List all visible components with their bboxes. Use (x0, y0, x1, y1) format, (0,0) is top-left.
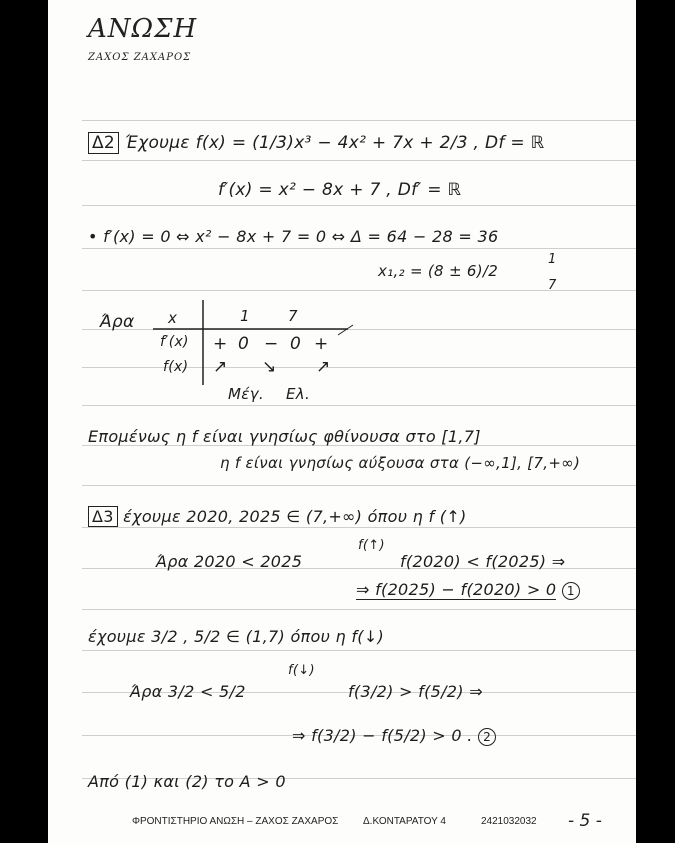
line-ara-fractions: Άρα 3/2 < 5/2 (130, 682, 246, 701)
f-increasing-note-1: f(↑) (358, 538, 385, 553)
table-x-value-7: 7 (288, 307, 298, 325)
ruled-line (82, 609, 636, 610)
root-one: 1 (548, 252, 557, 267)
line-d3-intro (88, 507, 467, 526)
line-ara-2020: Άρα 2020 < 2025 (156, 552, 303, 571)
min-label: Ελ. (286, 385, 311, 403)
ruled-line (82, 527, 636, 528)
line-f-frac-greater: f(3/2) > f(5/2) ⇒ (348, 682, 483, 701)
table-x-value-1: 1 (240, 307, 250, 325)
arrow-up-right: ↗ (316, 357, 331, 377)
circled-2: 2 (478, 728, 496, 746)
ara-label: Άρα (100, 312, 135, 332)
line-roots: • f′(x) = 0 ⇔ x² − 8x + 7 = 0 ⇔ Δ = 64 − 28 = 36 (88, 227, 499, 246)
max-label: Μέγ. (228, 385, 264, 403)
line-final-conclusion: Από (1) και (2) το Α > 0 (88, 772, 286, 791)
line-text: ⇒ f(2025) − f(2020) > 0 (356, 580, 557, 599)
sign-minus: − (264, 334, 279, 354)
zero-mark-7: 0 (290, 334, 302, 354)
table-x-label: x (168, 309, 178, 327)
line-decreasing: Επομένως η f είναι γνησίως φθίνουσα στο [1,7] (88, 427, 481, 446)
table-fprime-label: f′(x) (160, 334, 189, 350)
ruled-line (82, 485, 636, 486)
sign-plus-right: + (314, 334, 329, 354)
zero-mark-1: 0 (238, 334, 250, 354)
logo-subtitle: ΖΑΧΟΣ ΖΑΧΑΡΟΣ (88, 52, 192, 63)
line-f2020-less: f(2020) < f(2025) ⇒ (400, 552, 566, 571)
arrow-down: ↘ (262, 357, 277, 377)
sign-plus-left: + (213, 334, 228, 354)
line-roots-formula: x₁,₂ = (8 ± 6)/2 (378, 262, 499, 280)
root-seven: 7 (548, 278, 557, 293)
sign-table-lines (48, 0, 636, 420)
footer-school: ΦΡΟΝΤΙΣΤΗΡΙΟ ΑΝΩΣΗ – ΖΑΧΟΣ ΖΑΧΑΡΟΣ (132, 816, 339, 827)
line-text: Έχουμε f(x) = (1/3)x³ − 4x² + 7x + 2/3 , Df = ℝ (124, 133, 545, 153)
notebook-page (48, 0, 636, 843)
line-increasing: η f είναι γνησίως αύξουσα στα (−∞,1], [7,+∞) (220, 454, 581, 472)
section-label-d3: Δ3 (88, 506, 118, 527)
line-diff-positive-2 (292, 726, 496, 746)
footer-address: Δ.ΚΟΝΤΑΡΑΤΟΥ 4 (363, 816, 446, 827)
line-diff-positive-1 (356, 580, 580, 600)
page-number: - 5 - (568, 811, 602, 831)
logo-title: ΑΝΩΣΗ (88, 14, 198, 44)
ruled-line (82, 650, 636, 651)
arrow-up-left: ↗ (213, 357, 228, 377)
f-decreasing-note: f(↓) (288, 663, 315, 678)
line-derivative: f′(x) = x² − 8x + 7 , Df′ = ℝ (218, 180, 462, 200)
table-f-label: f(x) (163, 359, 189, 375)
line-fractions-intro: έχουμε 3/2 , 5/2 ∈ (1,7) όπου η f(↓) (88, 627, 385, 646)
line-text: έχουμε 2020, 2025 ∈ (7,+∞) όπου η f (↑) (123, 507, 467, 526)
circled-1: 1 (562, 582, 580, 600)
section-label-d2: Δ2 (88, 132, 119, 154)
line-text: ⇒ f(3/2) − f(5/2) > 0 . (292, 726, 473, 745)
footer-phone: 2421032032 (481, 816, 537, 827)
